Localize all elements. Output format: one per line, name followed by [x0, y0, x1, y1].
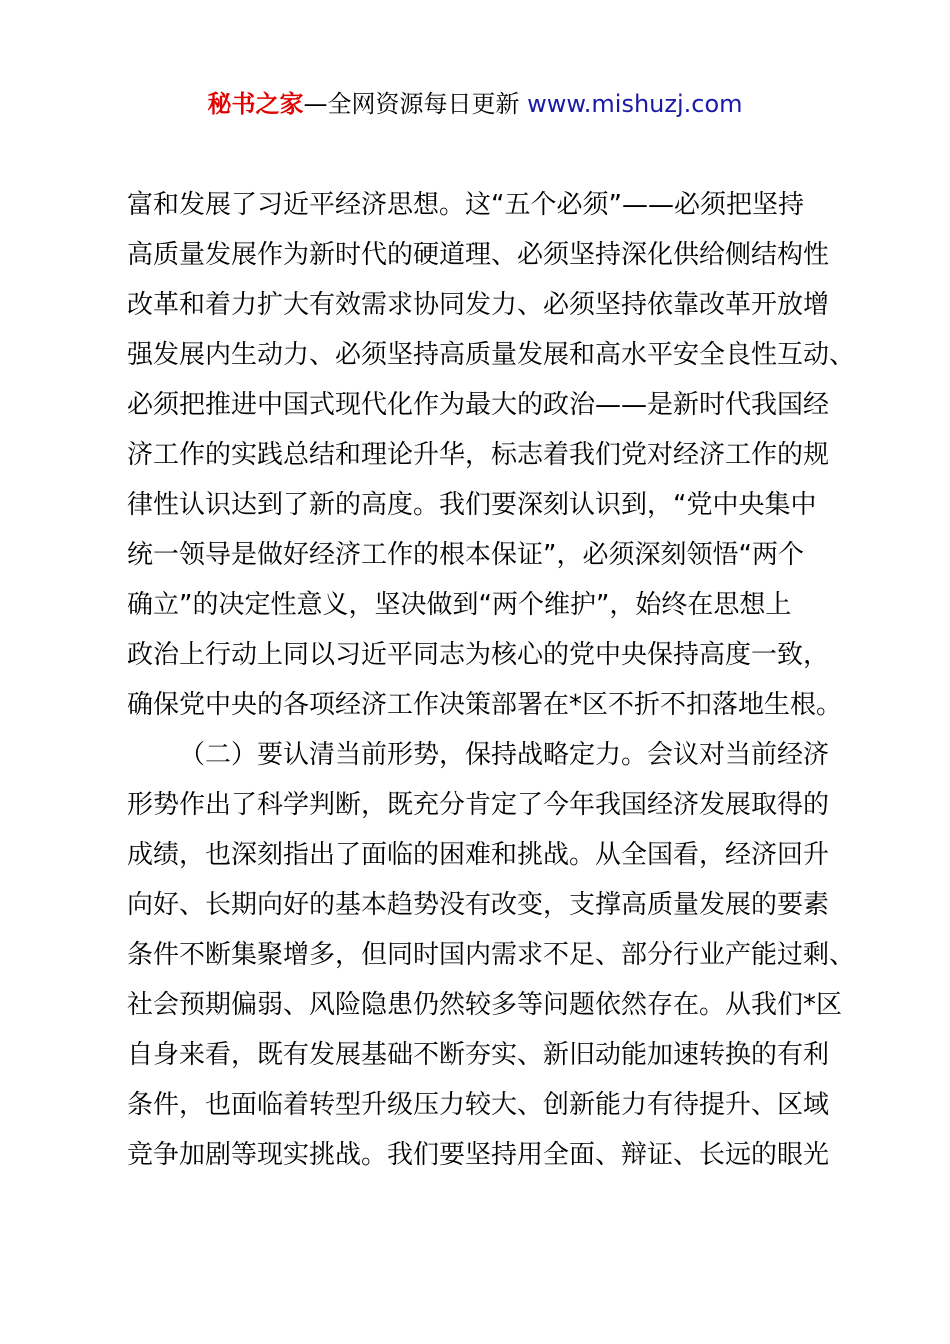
paragraph-line: 条件，也面临着转型升级压力较大、创新能力有待提升、区域: [127, 1090, 830, 1120]
paragraph-line: 统一领导是做好经济工作的根本保证”，必须深刻领悟“两个: [127, 540, 804, 570]
paragraph-line: 律性认识达到了新的高度。我们要深刻认识到，“党中央集中: [127, 490, 817, 520]
paragraph-line: 济工作的实践总结和理论升华，标志着我们党对经济工作的规: [127, 440, 830, 470]
paragraph-line: 形势作出了科学判断，既充分肯定了今年我国经济发展取得的: [127, 790, 830, 820]
site-url-link[interactable]: www.mishuzj.com: [527, 90, 743, 118]
paragraph-line: 成绩，也深刻指出了面临的困难和挑战。从全国看，经济回升: [127, 840, 830, 870]
header-slogan: —全网资源每日更新: [303, 90, 528, 118]
paragraph-line: 政治上行动上同以习近平同志为核心的党中央保持高度一致，: [127, 640, 830, 670]
document-body: [127, 180, 856, 1180]
paragraph-line: 改革和着力扩大有效需求协同发力、必须坚持依靠改革开放增: [127, 290, 830, 320]
paragraph-line: 必须把推进中国式现代化作为最大的政治——是新时代我国经: [127, 390, 830, 420]
paragraph-line: 确保党中央的各项经济工作决策部署在*区不折不扣落地生根。: [127, 690, 843, 720]
paragraph-line: 高质量发展作为新时代的硬道理、必须坚持深化供给侧结构性: [127, 240, 830, 270]
brand-name: 秘书之家: [207, 90, 304, 118]
paragraph-line: 向好、长期向好的基本趋势没有改变，支撑高质量发展的要素: [127, 890, 830, 920]
paragraph-line: 确立”的决定性意义，坚决做到“两个维护”，始终在思想上: [127, 590, 792, 620]
site-header: [0, 84, 950, 124]
paragraph-line: 强发展内生动力、必须坚持高质量发展和高水平安全良性互动、: [127, 340, 856, 370]
section-heading-line: （二）要认清当前形势，保持战略定力。会议对当前经济: [179, 740, 830, 770]
paragraph-line: 社会预期偏弱、风险隐患仍然较多等问题依然存在。从我们*区: [127, 990, 843, 1020]
paragraph-line: 竞争加剧等现实挑战。我们要坚持用全面、辩证、长远的眼光: [127, 1140, 830, 1170]
paragraph-line: 自身来看，既有发展基础不断夯实、新旧动能加速转换的有利: [127, 1040, 830, 1070]
paragraph-line: 富和发展了习近平经济思想。这“五个必须”——必须把坚持: [127, 190, 804, 220]
paragraph-line: 条件不断集聚增多，但同时国内需求不足、部分行业产能过剩、: [127, 940, 856, 970]
